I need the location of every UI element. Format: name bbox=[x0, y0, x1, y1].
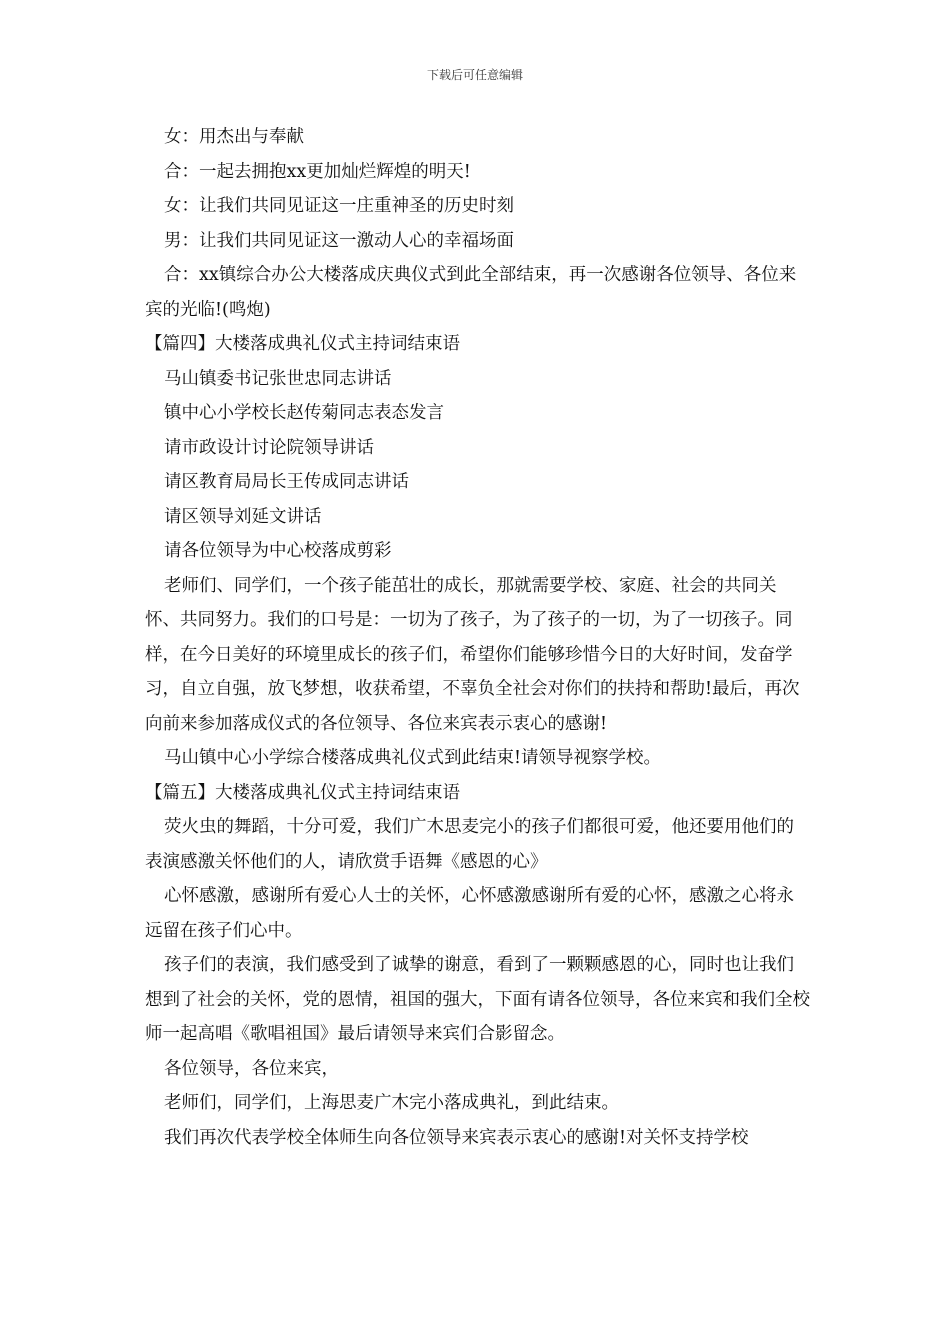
paragraph: 荧火虫的舞蹈，十分可爱，我们广木思麦完小的孩子们都很可爱，他还要用他们的表演感激关怀他们的人，请欣赏手语舞《感恩的心》 bbox=[145, 817, 794, 872]
document-body bbox=[145, 120, 810, 1155]
paragraph: 男：让我们共同见证这一激动人心的幸福场面 bbox=[164, 230, 514, 251]
section-heading: 【篇四】大楼落成典礼仪式主持词结束语 bbox=[145, 334, 460, 354]
paragraph: 请区教育局局长王传成同志讲话 bbox=[164, 472, 409, 492]
section-heading: 【篇五】大楼落成典礼仪式主持词结束语 bbox=[145, 782, 460, 803]
paragraph: 马山镇委书记张世忠同志讲话 bbox=[164, 368, 392, 389]
paragraph: 请区领导刘延文讲话 bbox=[164, 506, 322, 527]
paragraph: 各位领导，各位来宾， bbox=[164, 1058, 339, 1079]
paragraph: 马山镇中心小学综合楼落成典礼仪式到此结束!请领导视察学校。 bbox=[164, 748, 662, 768]
paragraph: 请各位领导为中心校落成剪彩 bbox=[164, 541, 392, 561]
paragraph: 请市政设计讨论院领导讲话 bbox=[164, 437, 374, 458]
paragraph: 女：让我们共同见证这一庄重神圣的历史时刻 bbox=[164, 196, 514, 216]
paragraph: 老师们、同学们，一个孩子能茁壮的成长，那就需要学校、家庭、社会的共同关怀、共同努力。我们的口号是：一切为了孩子，为了孩子的一切，为了一切孩子。同样，在今日美好的环境里成长的孩子们，希望你们能够珍惜今日的大好时间，发奋学习，自立自强，放飞梦想，收获希望，不辜负全社会对你们的扶持和帮助!最后，再次向前来参加落成仪式的各位领导、各位来宾表示衷心的感谢! bbox=[145, 575, 800, 734]
paragraph: 我们再次代表学校全体师生向各位领导来宾表示衷心的感谢!对关怀支持学校 bbox=[164, 1127, 749, 1148]
paragraph: 孩子们的表演，我们感受到了诚挚的谢意，看到了一颗颗感恩的心，同时也让我们想到了社会的关怀，党的恩情，祖国的强大，下面有请各位领导，各位来宾和我们全校师一起高唱《歌唱祖国》最后请领导来宾们合影留念。 bbox=[145, 955, 810, 1044]
paragraph: 老师们，同学们，上海思麦广木完小落成典礼，到此结束。 bbox=[164, 1093, 619, 1113]
paragraph: 镇中心小学校长赵传菊同志表态发言 bbox=[164, 403, 444, 423]
paragraph: 心怀感激，感谢所有爱心人士的关怀，心怀感激感谢所有爱的心怀，感激之心将永远留在孩子们心中。 bbox=[145, 886, 794, 941]
paragraph: 合：一起去拥抱xx更加灿烂辉煌的明天! bbox=[164, 161, 471, 182]
page-header: 下载后可任意编辑 bbox=[426, 68, 523, 82]
paragraph: 合：xx镇综合办公大楼落成庆典仪式到此全部结束，再一次感谢各位领导、各位来宾的光临!(鸣炮) bbox=[145, 265, 797, 320]
paragraph: 女：用杰出与奉献 bbox=[164, 127, 304, 147]
